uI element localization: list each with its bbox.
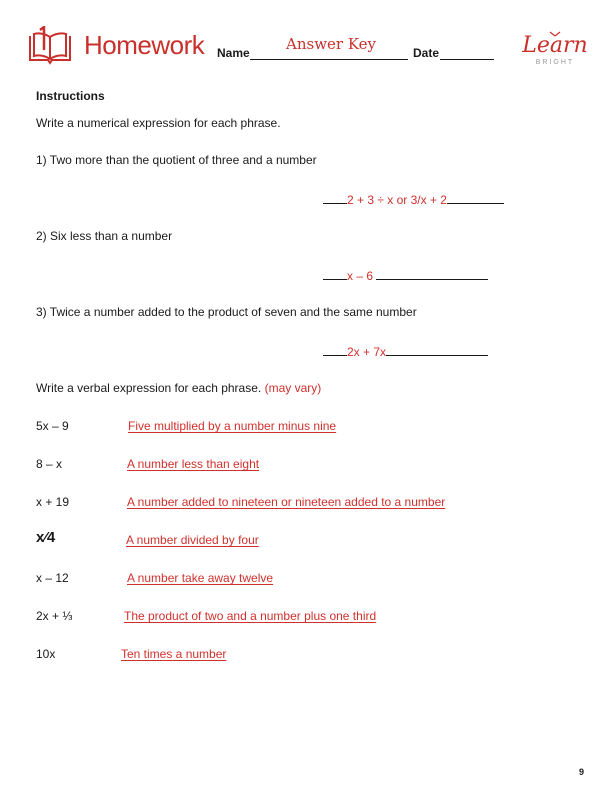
learn-bright-logo [520,28,590,68]
logo-text: Learn [522,33,588,58]
question-3 [36,305,417,319]
verbal-answer: A number less than eight [127,457,260,471]
answer-1 [323,192,504,207]
open-book-icon [26,26,74,66]
instructions-text: Write a numerical expression for each phrase. [36,116,281,130]
question-phrase: Six less than a number [50,229,173,243]
date-label: Date [413,46,440,60]
answer-text: 2 + 3 ÷ x or 3/x + 2 [347,193,447,207]
verbal-answer: A number added to nineteen or nineteen added to a number [127,495,446,509]
question-phrase: Twice a number added to the product of seven and the same number [49,305,417,319]
answer-text: x – 6 [347,269,374,283]
verbal-expression: 8 – x [36,457,63,471]
verbal-expression: 10x [36,647,56,661]
verbal-expression: 2x + ⅓ [36,609,73,623]
name-label: Name [217,46,250,60]
verbal-expression: x + 19 [36,495,70,509]
logo-subtext: BRIGHT [535,59,575,66]
question-1 [36,153,317,167]
question-number: 1) [36,153,47,167]
verbal-instruction-text: Write a verbal expression for each phrase. [36,381,262,395]
date-field-line[interactable] [440,59,494,60]
answer-text: 2x + 7x [347,345,387,359]
homework-title: Homework [84,30,205,60]
verbal-expression: 5x – 9 [36,419,69,433]
question-2 [36,229,172,243]
question-number: 3) [36,305,47,319]
answer-3 [323,344,488,359]
answer-key-label: Answer Key [286,35,376,53]
instructions-heading: Instructions [36,89,105,103]
verbal-answer: The product of two and a number plus one third [124,609,377,623]
name-field-line[interactable] [250,59,408,60]
may-vary-note: (may vary) [264,381,322,395]
verbal-answer: A number take away twelve [127,571,274,585]
verbal-expression: x⁄4 [36,529,56,546]
question-phrase: Two more than the quotient of three and a number [49,153,317,167]
verbal-answer: A number divided by four [126,533,259,547]
verbal-expression: x – 12 [36,571,69,585]
answer-2 [323,268,488,283]
page-number: 9 [579,767,585,777]
verbal-answer: Five multiplied by a number minus nine [128,419,337,433]
question-number: 2) [36,229,47,243]
verbal-answer: Ten times a number [121,647,227,661]
verbal-instruction [36,381,321,395]
